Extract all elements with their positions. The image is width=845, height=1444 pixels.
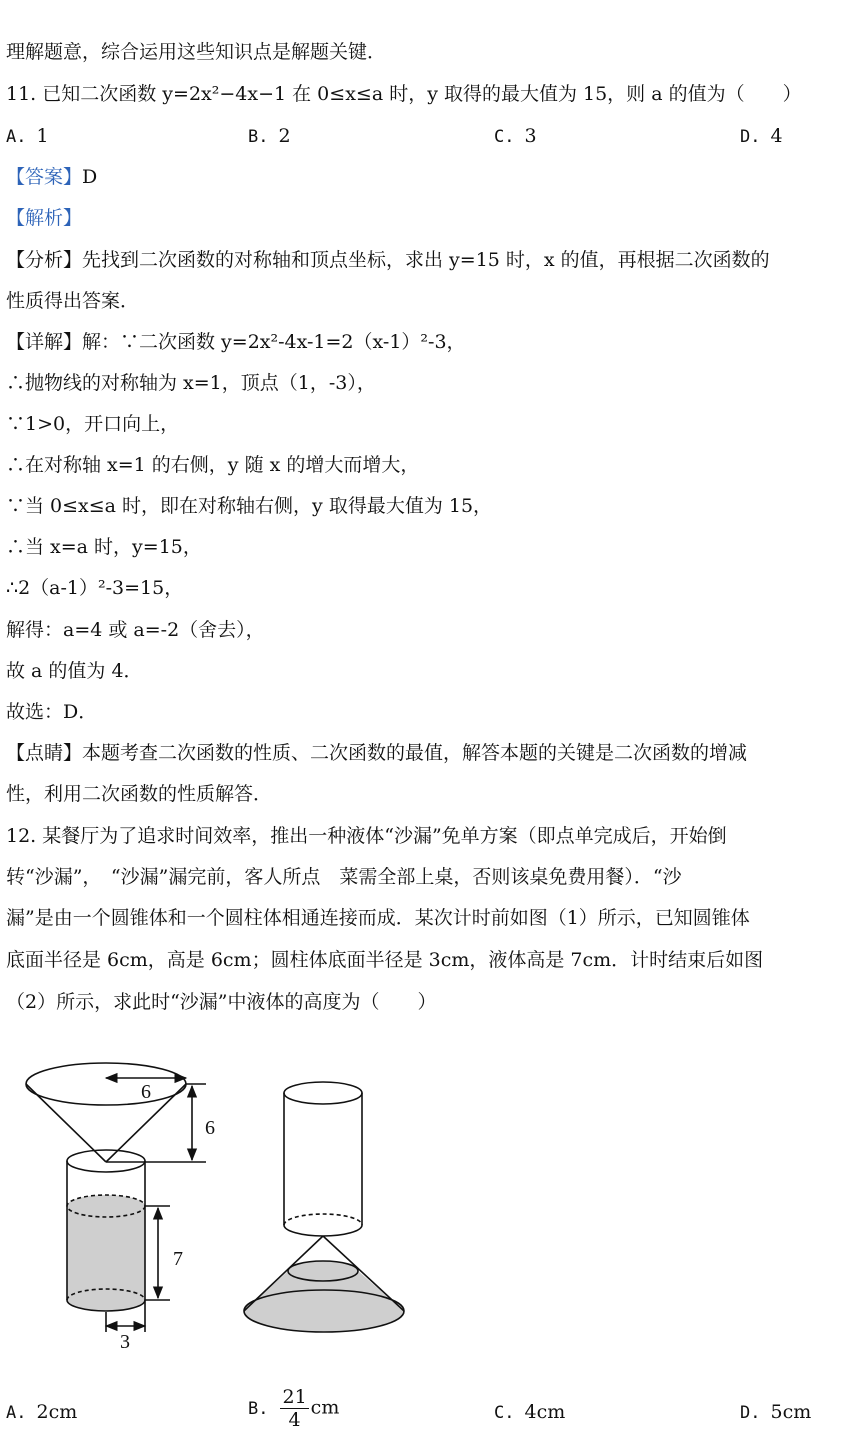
cone-radius-label: 6 — [141, 1081, 151, 1103]
fig2-cone-base — [244, 1290, 404, 1332]
text-line: 底面半径是 6cm，高是 6cm；圆柱体底面半径是 3cm，液体高是 7cm．计时结束后如图 — [6, 949, 764, 971]
q12-option-b: B. $\frac{21}{4}$ cm — [248, 1386, 340, 1431]
text-line: 性，利用二次函数的性质解答． — [6, 783, 273, 805]
cone-left-edge — [26, 1084, 106, 1162]
analysis-tag: 【解析】 — [6, 207, 83, 229]
text-line: （2）所示，求此时“沙漏”中液体的高度为（ ） — [6, 991, 437, 1013]
figure-2 — [244, 1082, 404, 1332]
text-line: ∴当 x=a 时，y=15， — [6, 536, 202, 558]
q11-option-a: A. 1 — [6, 125, 49, 147]
fig2-cylinder-top — [284, 1082, 362, 1104]
figure-1 — [26, 1063, 206, 1332]
text-line: 【分析】先找到二次函数的对称轴和顶点坐标，求出 y=15 时，x 的值，再根据二次函数的 — [6, 249, 770, 271]
fig2-liquid-surface — [288, 1261, 358, 1281]
q11-option-b: B. 2 — [248, 125, 291, 147]
answer-line — [6, 165, 97, 189]
liquid-surface — [67, 1195, 145, 1217]
text-line: ∴在对称轴 x=1 的右侧，y 随 x 的增大而增大， — [6, 454, 420, 476]
text-line: 故 a 的值为 4． — [6, 660, 143, 682]
text-line: ∴抛物线的对称轴为 x=1，顶点（1，-3）， — [6, 372, 376, 394]
text-line: ∴2（a-1）²-3=15， — [6, 577, 184, 599]
text-line: 性质得出答案． — [6, 290, 140, 312]
text-line: 故选：D． — [6, 701, 98, 723]
cone-base — [26, 1063, 186, 1105]
q11-option-d: D. 4 — [740, 125, 783, 147]
q12-option-a: A. 2cm — [6, 1401, 78, 1423]
text-line: 漏”是由一个圆锥体和一个圆柱体相通连接而成．某次计时前如图（1）所示，已知圆锥体 — [6, 907, 750, 929]
text-line: 【点睛】本题考查二次函数的性质、二次函数的最值，解答本题的关键是二次函数的增减 — [6, 742, 748, 764]
question-12: 12. 某餐厅为了追求时间效率，推出一种液体“沙漏”免单方案（即点单完成后，开始倒 — [6, 825, 727, 847]
answer-value: D — [82, 166, 98, 188]
liquid-fill — [67, 1206, 145, 1311]
text-line: 【详解】解：∵二次函数 y=2x²-4x-1=2（x-1）²-3， — [6, 331, 466, 353]
liquid-height-label: 7 — [173, 1248, 183, 1270]
hourglass-figure — [0, 1050, 440, 1360]
q11-option-c: C. 3 — [494, 125, 537, 147]
answer-tag: 【答案】 — [6, 166, 83, 188]
q12-option-c: C. 4cm — [494, 1401, 566, 1423]
q12-option-d: D. 5cm — [740, 1401, 812, 1423]
question-11: 11. 已知二次函数 y=2x²−4x−1 在 0≤x≤a 时，y 取得的最大值为 15，则 a 的值为（ ） — [6, 83, 802, 105]
text-line: 转“沙漏”， “沙漏”漏完前，客人所点 菜需全部上桌，否则该桌免费用餐）．“沙 — [6, 866, 682, 888]
text-line: 解得：a=4 或 a=-2（舍去）， — [6, 619, 265, 641]
text-line: ∵1>0，开口向上， — [6, 413, 180, 435]
text-line: ∵当 0≤x≤a 时，即在对称轴右侧，y 取得最大值为 15， — [6, 495, 493, 517]
cone-height-label: 6 — [205, 1117, 215, 1139]
fig2-cylinder-bottom — [284, 1225, 362, 1236]
cyl-radius-label: 3 — [120, 1331, 130, 1353]
text-line: 理解题意，综合运用这些知识点是解题关键． — [6, 41, 387, 63]
fig2-cylinder-bottom-back — [284, 1214, 362, 1225]
fraction: $\frac{21}{4}$ — [282, 1386, 307, 1431]
